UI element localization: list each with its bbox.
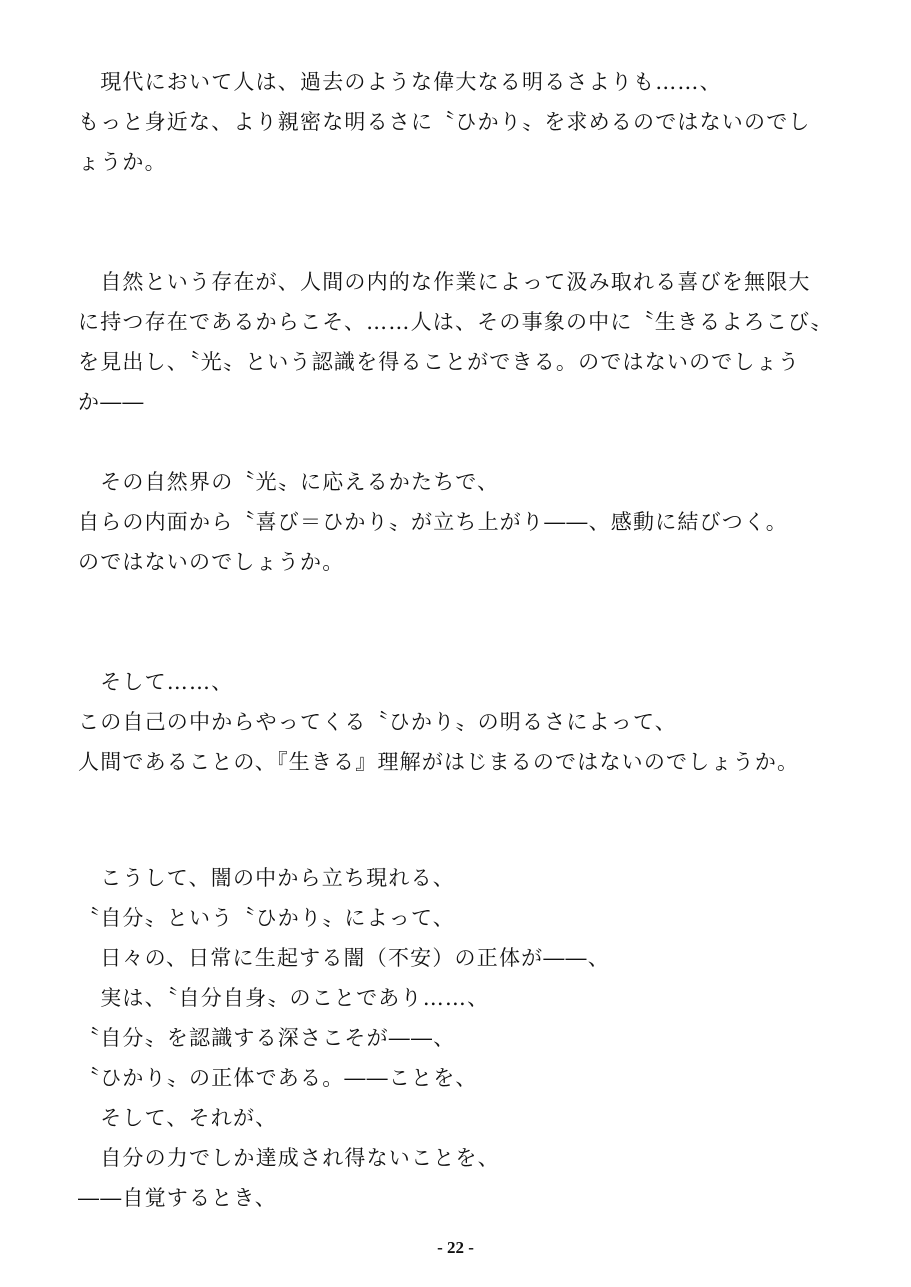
body-text [78, 62, 848, 1218]
paragraph-gap [78, 822, 848, 858]
text-line: 自然という存在が、人間の内的な作業によって汲み取れる喜びを無限大 [78, 270, 811, 294]
text-line: そして……、 [78, 670, 234, 694]
text-line: 自らの内面から〝喜び＝ひかり〟が立ち上がり――、感動に結びつく。 [78, 510, 788, 534]
paragraph-1 [78, 62, 848, 182]
text-line: を見出し、〝光〟という認識を得ることができる。のではないのでしょう [78, 350, 801, 374]
text-line: 〝自分〟という〝ひかり〟によって、 [78, 906, 455, 930]
text-line: 人間であることの、『生きる』理解がはじまるのではないのでしょうか。 [78, 750, 800, 774]
text-line: のではないのでしょうか。 [78, 550, 345, 574]
paragraph-gap [78, 782, 848, 822]
text-line: こうして、闇の中から立ち現れる、 [78, 866, 455, 890]
text-line: 〝ひかり〟の正体である。――ことを、 [78, 1066, 478, 1090]
text-line: 実は、〝自分自身〟のことであり……、 [78, 986, 490, 1010]
text-line: に持つ存在であるからこそ、……人は、その事象の中に〝生きるよろこび〟 [78, 310, 833, 334]
paragraph-gap [78, 622, 848, 662]
text-line: 自分の力でしか達成され得ないことを、 [78, 1146, 500, 1170]
paragraph-gap [78, 222, 848, 262]
paragraph-gap [78, 422, 848, 462]
paragraph-gap [78, 182, 848, 222]
text-line: か―― [78, 390, 145, 414]
text-line: ょうか。 [78, 150, 167, 174]
paragraph-gap [78, 582, 848, 622]
paragraph-4 [78, 662, 848, 782]
text-line: この自己の中からやってくる〝ひかり〟の明るさによって、 [78, 710, 677, 734]
text-line: ――自覚するとき、 [78, 1186, 277, 1210]
paragraph-3 [78, 462, 848, 582]
text-line: そして、それが、 [78, 1106, 278, 1130]
text-line: 日々の、日常に生起する闇（不安）の正体が――、 [78, 946, 610, 970]
paragraph-5 [78, 858, 848, 1218]
text-line: その自然界の〝光〟に応えるかたちで、 [78, 470, 500, 494]
text-line: 現代において人は、過去のような偉大なる明るさよりも……、 [78, 70, 722, 94]
paragraph-2 [78, 262, 848, 422]
page-number: - 22 - [437, 1238, 474, 1257]
text-line: 〝自分〟を認識する深さこそが――、 [78, 1026, 456, 1050]
text-line: もっと身近な、より親密な明るさに〝ひかり〟を求めるのではないのでし [78, 110, 811, 134]
